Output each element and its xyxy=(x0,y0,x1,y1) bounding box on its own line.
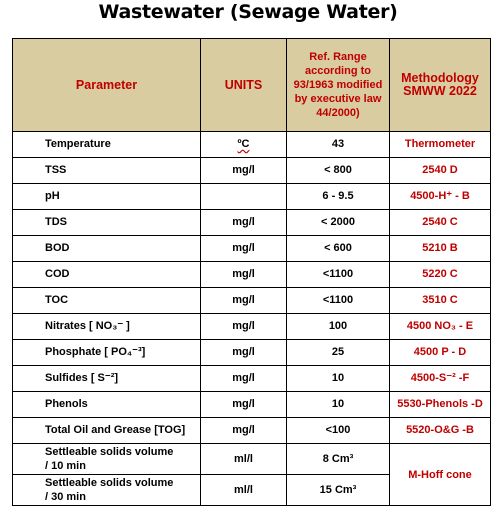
range-cell: 25 xyxy=(287,340,390,366)
method-cell: Thermometer xyxy=(390,132,491,158)
table-row xyxy=(13,262,491,288)
units-cell: mg/l xyxy=(201,418,287,444)
parameter-cell: BOD xyxy=(13,236,201,262)
range-cell: <1100 xyxy=(287,288,390,314)
units-cell: mg/l xyxy=(201,366,287,392)
header-methodology: Methodology SMWW 2022 xyxy=(390,39,491,132)
parameter-cell: Phosphate [ PO₄⁻³] xyxy=(13,340,201,366)
header-units: UNITS xyxy=(201,39,287,132)
method-cell: 2540 C xyxy=(390,210,491,236)
table-row xyxy=(13,366,491,392)
units-cell: mg/l xyxy=(201,158,287,184)
units-cell: mg/l xyxy=(201,340,287,366)
range-cell: < 800 xyxy=(287,158,390,184)
header-reference-range: Ref. Range according to 93/1963 modified by executive law 44/2000) xyxy=(287,39,390,132)
method-cell: 5220 C xyxy=(390,262,491,288)
table-row xyxy=(13,314,491,340)
range-cell: 10 xyxy=(287,366,390,392)
table-row xyxy=(13,132,491,158)
range-cell: 8 Cm³ xyxy=(287,444,390,475)
units-text: ºC xyxy=(237,138,250,150)
table-row xyxy=(13,210,491,236)
parameter-line1: Settleable solids volume xyxy=(45,446,174,458)
parameter-line2: / 30 min xyxy=(45,491,86,503)
header-row xyxy=(13,39,491,132)
units-cell: mg/l xyxy=(201,262,287,288)
units-cell: mg/l xyxy=(201,392,287,418)
table-row xyxy=(13,288,491,314)
method-cell: 4500-H⁺ - B xyxy=(390,184,491,210)
range-cell: 6 - 9.5 xyxy=(287,184,390,210)
range-cell: 10 xyxy=(287,392,390,418)
units-cell: mg/l xyxy=(201,236,287,262)
units-cell: mg/l xyxy=(201,288,287,314)
method-cell: M-Hoff cone xyxy=(390,444,491,506)
header-parameter: Parameter xyxy=(13,39,201,132)
parameter-cell: TOC xyxy=(13,288,201,314)
table-row xyxy=(13,340,491,366)
parameter-cell: pH xyxy=(13,184,201,210)
table-row xyxy=(13,392,491,418)
units-cell: mg/l xyxy=(201,314,287,340)
units-cell: ml/l xyxy=(201,444,287,475)
range-cell: 15 Cm³ xyxy=(287,475,390,506)
method-cell: 5530-Phenols -D xyxy=(390,392,491,418)
method-cell: 4500-S⁻² -F xyxy=(390,366,491,392)
parameter-cell: Temperature xyxy=(13,132,201,158)
table-row xyxy=(13,444,491,475)
units-cell xyxy=(201,184,287,210)
range-cell: < 600 xyxy=(287,236,390,262)
table-row xyxy=(13,236,491,262)
parameter-cell: Phenols xyxy=(13,392,201,418)
parameter-line2: / 10 min xyxy=(45,460,86,472)
units-cell xyxy=(201,132,287,158)
range-cell: <1100 xyxy=(287,262,390,288)
parameter-cell xyxy=(13,475,201,506)
table-row xyxy=(13,184,491,210)
page-title: Wastewater (Sewage Water) xyxy=(98,1,398,23)
units-cell: ml/l xyxy=(201,475,287,506)
range-cell: <100 xyxy=(287,418,390,444)
units-cell: mg/l xyxy=(201,210,287,236)
parameter-cell: TDS xyxy=(13,210,201,236)
method-cell: 4500 NO₃ - E xyxy=(390,314,491,340)
parameter-cell: COD xyxy=(13,262,201,288)
wastewater-table xyxy=(12,38,491,506)
parameter-cell xyxy=(13,444,201,475)
parameter-line1: Settleable solids volume xyxy=(45,477,174,489)
method-cell: 2540 D xyxy=(390,158,491,184)
parameter-cell: Nitrates [ NO₃⁻ ] xyxy=(13,314,201,340)
method-cell: 5210 B xyxy=(390,236,491,262)
table-row xyxy=(13,418,491,444)
table-row xyxy=(13,158,491,184)
range-cell: 100 xyxy=(287,314,390,340)
range-cell: 43 xyxy=(287,132,390,158)
parameter-cell: Total Oil and Grease [TOG] xyxy=(13,418,201,444)
method-cell: 5520-O&G -B xyxy=(390,418,491,444)
method-cell: 3510 C xyxy=(390,288,491,314)
parameter-cell: TSS xyxy=(13,158,201,184)
parameter-cell: Sulfides [ S⁻²] xyxy=(13,366,201,392)
range-cell: < 2000 xyxy=(287,210,390,236)
method-cell: 4500 P - D xyxy=(390,340,491,366)
